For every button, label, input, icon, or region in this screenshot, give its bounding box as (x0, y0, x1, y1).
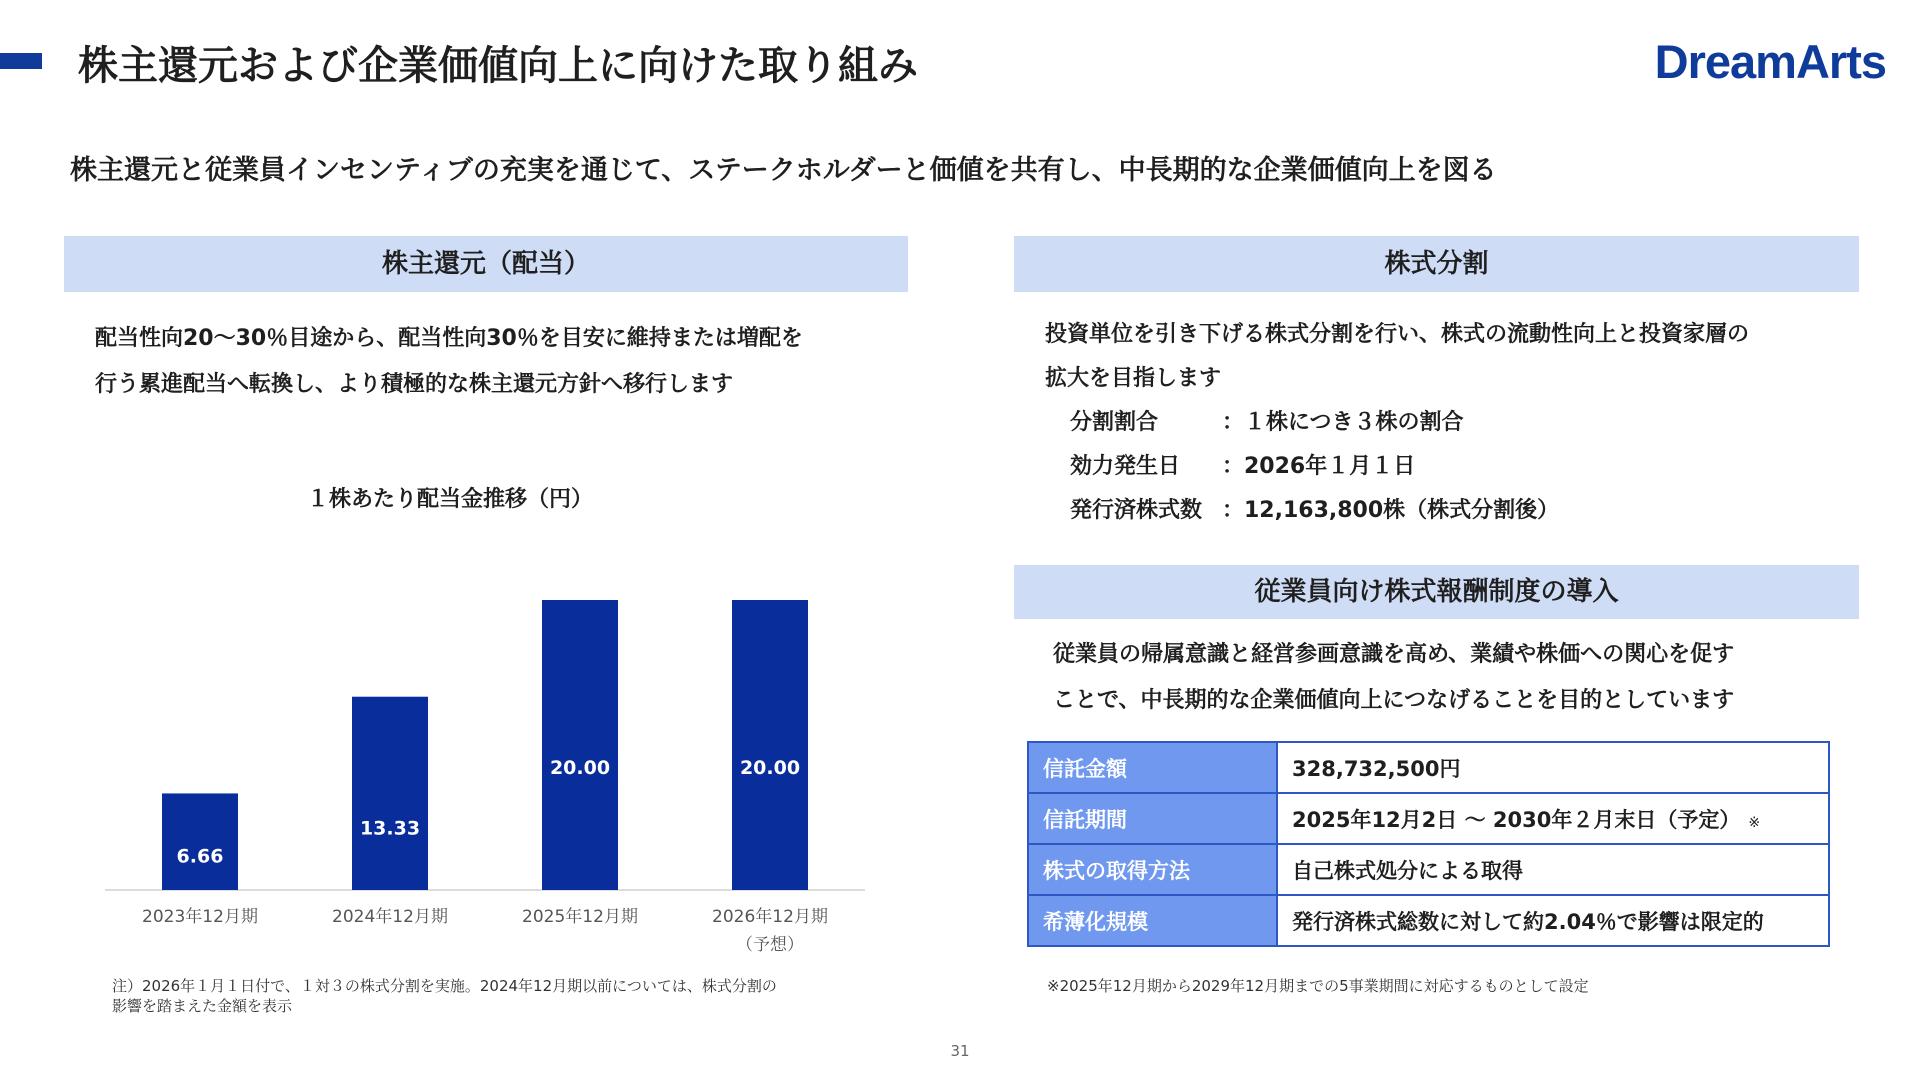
compensation-text-line2: ことで、中長期的な企業価値向上につなげることを目的としています (1053, 688, 1735, 713)
chart-category-sublabel: （予想） (736, 935, 804, 955)
acquisition-method-label: 株式の取得方法 (1028, 844, 1277, 895)
chart-data-label: 13.33 (359, 817, 421, 840)
chart-data-label: 6.66 (176, 845, 224, 868)
trust-period-value: 2025年12月2日 〜 2030年２月末日（予定） (1292, 807, 1741, 832)
stock-split-details (1070, 401, 1559, 533)
dreamarts-logo: DreamArts (1654, 35, 1886, 88)
chart-category-label: 2026年12月期 (712, 907, 828, 927)
split-row-effective-date: 効力発生日 ：2026年１月１日 (1070, 454, 1416, 479)
trust-period-label: 信託期間 (1028, 793, 1277, 844)
stock-split-heading: 株式分割 (1014, 236, 1859, 292)
trust-details-table (1027, 741, 1830, 947)
compensation-footnote: ※2025年12月期から2029年12月期までの5事業期間に対応するものとして設定 (1047, 977, 1589, 995)
trust-amount-value: 328,732,500円 (1277, 742, 1829, 793)
dividend-description (95, 316, 803, 408)
dividend-bar-chart (90, 560, 900, 960)
compensation-description (1053, 632, 1734, 724)
lead-statement: 株主還元と従業員インセンティブの充実を通じて、ステークホルダーと価値を共有し、中長期的な企業価値向上を図る (70, 155, 1497, 186)
split-row-shares-issued: 発行済株式数 ：12,163,800株（株式分割後） (1070, 498, 1560, 523)
table-row (1028, 742, 1829, 793)
title-accent-bar (0, 53, 42, 69)
dilution-label: 希薄化規模 (1028, 895, 1277, 946)
dividend-note-line1: 注）2026年１月１日付で、１対３の株式分割を実施。2024年12月期以前については、株式分割の (112, 977, 777, 995)
split-text-line1: 投資単位を引き下げる株式分割を行い、株式の流動性向上と投資家層の (1045, 322, 1750, 347)
dividend-note-line2: 影響を踏まえた金額を表示 (112, 997, 293, 1015)
chart-category-label: 2025年12月期 (522, 907, 638, 927)
stock-split-description (1045, 313, 1749, 401)
chart-bar (542, 600, 618, 890)
page-number: 31 (950, 1042, 970, 1060)
dividend-text-line1: 配当性向20〜30％目途から、配当性向30％を目安に維持または増配を (95, 326, 803, 351)
slide-title: 株主還元および企業価値向上に向けた取り組み (78, 43, 918, 89)
split-text-line2: 拡大を目指します (1045, 366, 1222, 391)
compensation-heading: 従業員向け株式報酬制度の導入 (1014, 565, 1859, 619)
trust-amount-label: 信託金額 (1028, 742, 1277, 793)
chart-title: １株あたり配当金推移（円） (306, 487, 593, 512)
trust-period-cell (1277, 793, 1829, 844)
dividend-note (112, 976, 777, 1016)
table-row (1028, 844, 1829, 895)
table-row (1028, 793, 1829, 844)
acquisition-method-value: 自己株式処分による取得 (1277, 844, 1829, 895)
split-row-ratio: 分割割合 ：１株につき３株の割合 (1070, 410, 1464, 435)
compensation-text-line1: 従業員の帰属意識と経営参画意識を高め、業績や株価への関心を促す (1053, 642, 1735, 667)
dividend-text-line2: 行う累進配当へ転換し、より積極的な株主還元方針へ移行します (95, 372, 734, 397)
footnote-mark: ※ (1748, 814, 1761, 831)
chart-category-label: 2024年12月期 (332, 907, 448, 927)
chart-bar (162, 793, 238, 890)
chart-data-label: 20.00 (739, 757, 801, 779)
chart-data-label: 20.00 (549, 757, 611, 779)
dividend-heading: 株主還元（配当） (64, 236, 908, 292)
dilution-value: 発行済株式総数に対して約2.04％で影響は限定的 (1277, 895, 1829, 946)
chart-category-label: 2023年12月期 (142, 907, 258, 927)
chart-bar (732, 600, 808, 890)
table-row (1028, 895, 1829, 946)
chart-bar (352, 697, 428, 890)
